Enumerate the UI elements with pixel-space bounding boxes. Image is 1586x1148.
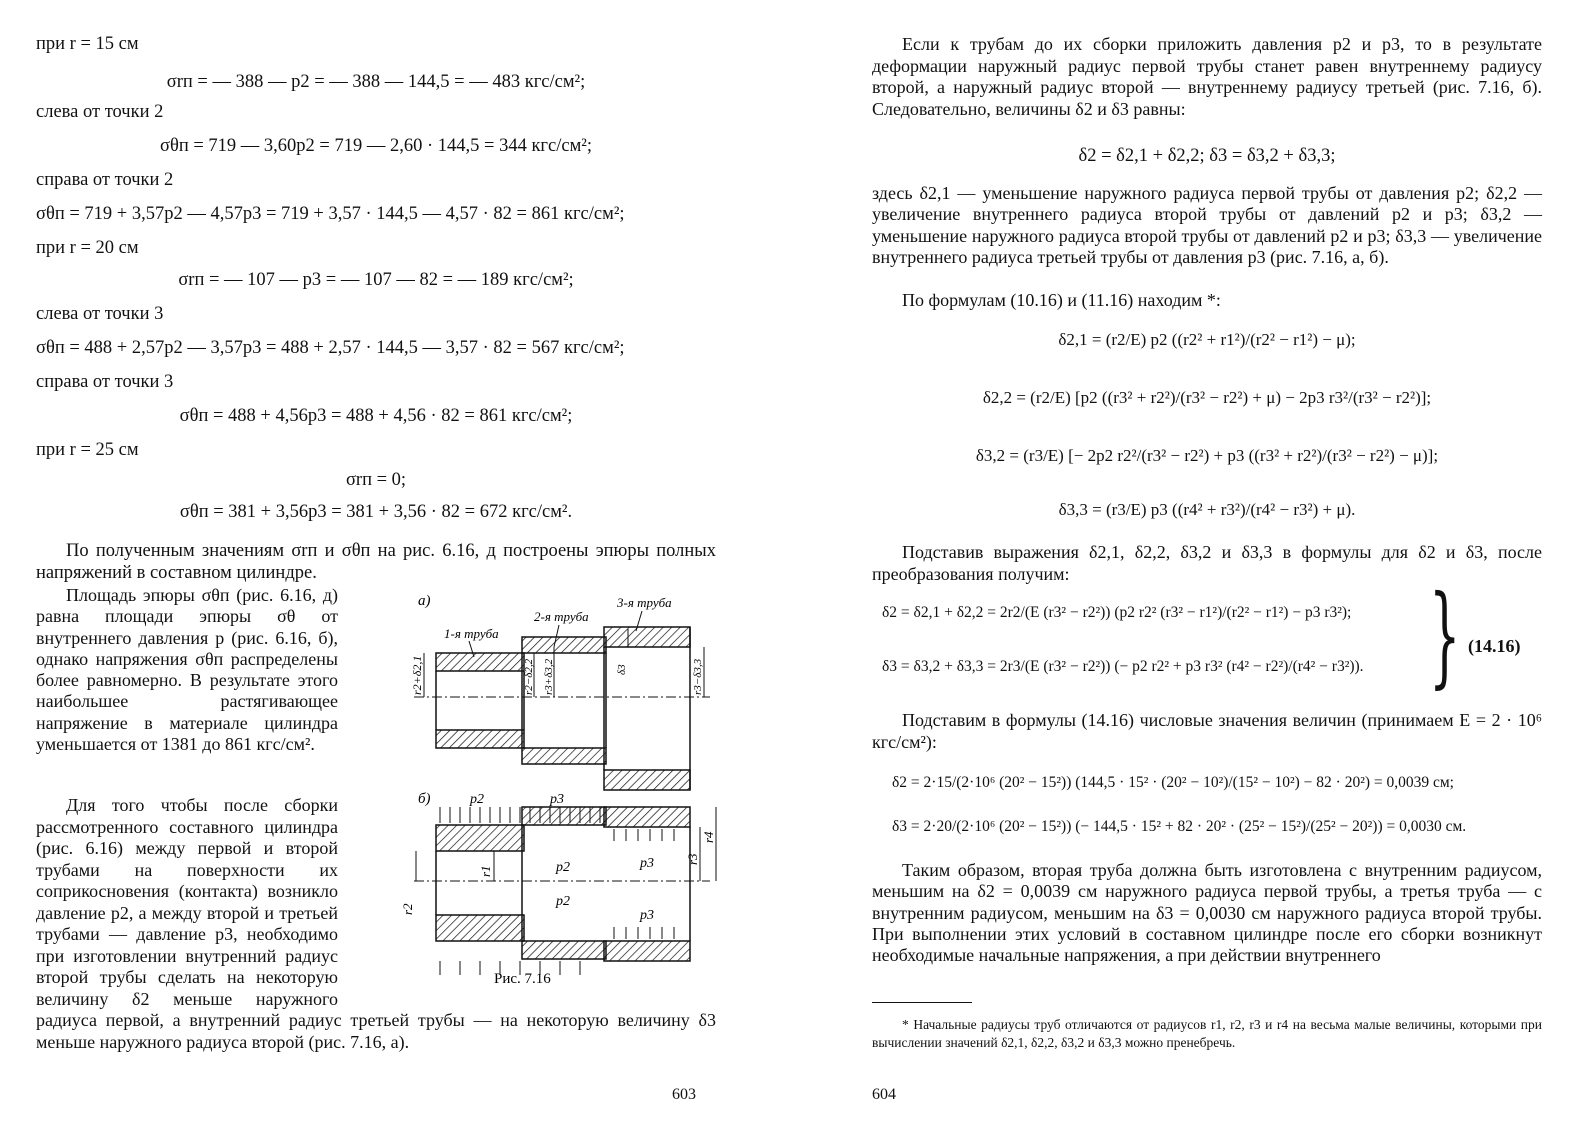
paragraph: здесь δ2,1 — уменьшение наружного радиуса первой трубы от давления p2; δ2,2 — увеличение внутреннего радиуса второй трубы от давлений p2 и p3; δ3,2 — уменьшение наружного радиуса второй трубы от давлений p2 и p3; δ3,3 — увеличение внутреннего радиуса третьей трубы от давления p3 (рис. 7.16, а, б). xyxy=(872,183,1542,267)
formula-system-2: δ3 = δ3,2 + δ3,3 = 2r3/(E (r3² − r2²)) (− p2 r2² + p3 r3² (r4² − r2²)/(r4² − r3²)). xyxy=(882,658,1364,675)
right-page xyxy=(872,0,1542,1148)
formula: δ2 = δ2,1 + δ2,2; δ3 = δ3,2 + δ3,3; xyxy=(1078,146,1336,166)
figure-7-16 xyxy=(374,585,724,990)
text-line: слева от точки 2 xyxy=(36,102,164,122)
fig-label-a: а) xyxy=(418,593,431,609)
fig-label-b: б) xyxy=(418,791,431,807)
page-number: 603 xyxy=(672,1086,696,1103)
paragraph: По полученным значениям σrп и σθп на рис. 6.16, д построены эпюры полных напряжений в составном цилиндре. xyxy=(36,541,716,583)
footnote-rule xyxy=(872,1002,972,1003)
paragraph: Подставим в формулы (14.16) числовые значения величин (принимаем E = 2 · 10⁶ кгс/см²): xyxy=(872,710,1542,752)
fig-r3: r3 xyxy=(685,853,700,865)
paragraph: Подставив выражения δ2,1, δ2,2, δ3,2 и δ3,3 в формулы для δ2 и δ3, после преобразования получим: xyxy=(872,542,1542,584)
fig-tube2-label: 2-я труба xyxy=(534,609,589,624)
text-line: при r = 25 см xyxy=(36,440,139,460)
formula-numeric-1: δ2 = 2·15/(2·10⁶ (20² − 15²)) (144,5 · 15² · (20² − 10²)/(15² − 10²) − 82 · 20²) = 0,0039 см; xyxy=(892,774,1454,791)
text-line: справа от точки 2 xyxy=(36,170,174,190)
fig-dim-r2-d22: r2−δ2,2 xyxy=(523,658,535,695)
formula: σrп = — 388 — p2 = — 388 — 144,5 = — 483 кгс/см²; xyxy=(166,72,586,92)
right-brace: } xyxy=(1429,571,1461,699)
paragraph: Если к трубам до их сборки приложить давления p2 и p3, то в результате деформации наружный радиус первой трубы станет равен внутреннему радиусу второй, а наружный радиус второй — внутреннему радиусу третьей (рис. 7.16, б). Следовательно, величины δ2 и δ3 равны: xyxy=(872,34,1542,119)
fig-dim-r3-d32: r3+δ3,2 xyxy=(543,658,555,695)
text-line: при r = 15 см xyxy=(36,34,139,54)
fig-dim-r3-d33: r3−δ3,3 xyxy=(692,658,704,695)
fig-tube3-label: 3-я труба xyxy=(617,595,672,610)
fig-p3-inner: p3 xyxy=(640,856,654,871)
formula: σθп = 488 + 2,57p2 — 3,57p3 = 488 + 2,57 · 144,5 — 3,57 · 82 = 567 кгс/см²; xyxy=(36,338,625,358)
formula: σθп = 719 + 3,57p2 — 4,57p3 = 719 + 3,57 · 144,5 — 4,57 · 82 = 861 кгс/см²; xyxy=(36,204,625,224)
fig-p3-inner-lower: p3 xyxy=(640,908,654,923)
paragraph: Таким образом, вторая труба должна быть изготовлена с внутренним радиусом, меньшим на δ2 = 0,0039 см наружного радиуса первой трубы, а третья труба — с внутренним радиусом, меньшим на δ3 = 0,0030 см наружного радиуса второй трубы. При выполнении этих условий в составном цилиндре после его сборки возникнут необходимые начальные напряжения, а при действии внутреннего xyxy=(872,860,1542,966)
text-line: справа от точки 3 xyxy=(36,372,174,392)
fig-tube1-label: 1-я труба xyxy=(444,626,499,641)
fig-r4: r4 xyxy=(701,831,716,843)
formula-delta33: δ3,3 = (r3/E) p3 ((r4² + r3²)/(r4² − r3²) + μ). xyxy=(1058,500,1356,519)
formula-system-1: δ2 = δ2,1 + δ2,2 = 2r2/(E (r3² − r2²)) (p2 r2² (r3² − r1²)/(r2² − r1²) − p3 r3²); xyxy=(882,604,1352,621)
formula: σθп = 381 + 3,56p3 = 381 + 3,56 · 82 = 672 кгс/см². xyxy=(179,502,573,522)
fig-p3-label: p3 xyxy=(550,792,564,807)
fig-r2: r2 xyxy=(400,903,415,915)
text-line: слева от точки 3 xyxy=(36,304,164,324)
formula: σθп = 488 + 4,56p3 = 488 + 4,56 · 82 = 861 кгс/см²; xyxy=(179,406,573,426)
page-number: 604 xyxy=(872,1086,896,1103)
formula-delta32: δ3,2 = (r3/E) [− 2p2 r2²/(r3² − r2²) + p3 ((r3² + r2²)/(r3² − r2²) − μ)]; xyxy=(975,446,1439,465)
footnote: * Начальные радиусы труб отличаются от радиусов r1, r2, r3 и r4 на весьма малые величины, которыми при вычислении значений δ2,1, δ2,2, δ3,2 и δ3,3 можно пренебречь. xyxy=(872,1017,1542,1050)
formula: σrп = 0; xyxy=(345,470,407,490)
fig-p2-inner: p2 xyxy=(556,860,570,875)
equation-number: (14.16) xyxy=(1468,636,1521,656)
fig-dim-d3: δ3 xyxy=(616,664,628,675)
formula: σrп = — 107 — p3 = — 107 — 82 = — 189 кгс/см²; xyxy=(178,270,574,290)
formula-delta21: δ2,1 = (r2/E) p2 ((r2² + r1²)/(r2² − r1²) − μ); xyxy=(1058,330,1356,349)
figure-caption: Рис. 7.16 xyxy=(494,971,551,987)
fig-p2-label: p2 xyxy=(470,792,484,807)
fig-r1: r1 xyxy=(478,865,493,877)
paragraph-text: Для того чтобы после сборки рассмотренного составного цилиндра (рис. 6.16) между первой и второй трубами на поверхности их соприкосновения (контакта) возникло давление p2, а между второй и третьей трубами — давление p3, необходимо при изготовлении внутренний радиус второй трубы сделать на некоторую величину δ2 меньше наружного радиуса первой, а внутренний радиус третьей трубы — на некоторую величину δ3 меньше наружного радиуса второй (рис. 7.16, а). xyxy=(36,795,716,1052)
formula-delta22: δ2,2 = (r2/E) [p2 ((r3² + r2²)/(r3² − r2²) + μ) − 2p3 r3²/(r3² − r2²)]; xyxy=(982,388,1432,407)
fig-dim-r2-d21: r2+δ2,1 xyxy=(410,655,424,695)
text-line: при r = 20 см xyxy=(36,238,139,258)
fig-p2-inner-lower: p2 xyxy=(556,894,570,909)
paragraph: Площадь эпюры σθп (рис. 6.16, д) равна площади эпюры σθ от внутреннего давления p (рис. 6.16, б), однако напряжения σθп распределены более равномерно. В результате этого наибольшее растягивающее напряжение в материале цилиндра уменьшается от 1381 до 861 кгс/см². xyxy=(36,585,338,755)
formula-numeric-2: δ3 = 2·20/(2·10⁶ (20² − 15²)) (− 144,5 · 15² + 82 · 20² · (25² − 15²)/(25² − 20²)) = 0,0030 см. xyxy=(892,818,1467,835)
formula: σθп = 719 — 3,60p2 = 719 — 2,60 · 144,5 = 344 кгс/см²; xyxy=(160,136,592,156)
left-page xyxy=(36,0,716,1148)
paragraph: По формулам (10.16) и (11.16) находим *: xyxy=(902,290,1221,310)
